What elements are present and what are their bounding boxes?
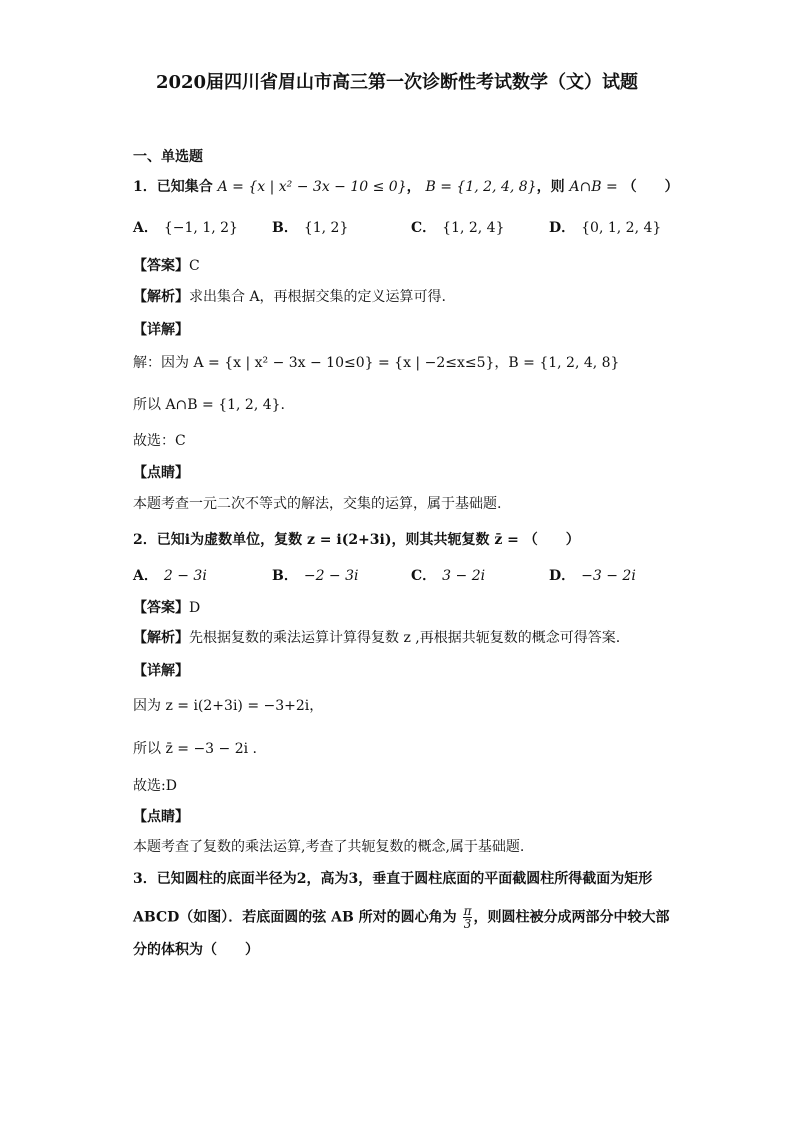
q2-choice: 故选:D <box>133 778 177 794</box>
question-1-stem: 1．已知集合 A = {x | x² − 3x − 10 ≤ 0}， B = {1, 2, 4, 8}，则 A∩B = （ ） <box>133 179 679 195</box>
q1-solution-line: 解：因为 A = {x | x² − 3x − 10≤0} = {x | −2≤x≤5}，B = {1, 2, 4, 8} <box>133 355 620 371</box>
q2-comment-heading: 【点睛】 <box>133 809 189 825</box>
q1-option-a: A． {−1, 1, 2} <box>133 220 238 236</box>
q2-detail-heading: 【详解】 <box>133 663 189 679</box>
q2-option-d: D． −3 − 2i <box>549 568 636 584</box>
page-title: 2020届四川省眉山市高三第一次诊断性考试数学（文）试题 <box>155 72 639 93</box>
q2-solution-line: 因为 z = i(2+3i) = −3+2i， <box>133 698 324 714</box>
set-a: A = {x | x² − 3x − 10 ≤ 0} <box>217 179 407 195</box>
q2-comment: 本题考查了复数的乘法运算,考查了共轭复数的概念,属于基础题. <box>133 839 525 855</box>
q1-comment: 本题考查一元二次不等式的解法，交集的运算，属于基础题. <box>133 496 502 512</box>
set-b: B = {1, 2, 4, 8} <box>425 179 537 195</box>
q2-solution-line: 所以 z̄ = −3 − 2i . <box>133 741 258 757</box>
q2-answer: 【答案】D <box>133 600 201 616</box>
q1-comment-heading: 【点睛】 <box>133 465 189 481</box>
q1-option-b: B． {1, 2} <box>272 220 349 236</box>
question-3-stem-line: ABCD（如图）．若底面圆的弦 AB 所对的圆心角为 $\frac{\pi}{3}$ ，则圆柱被分成两部分中较大部 <box>133 904 670 931</box>
q1-answer: 【答案】C <box>133 258 200 274</box>
q2-option-a: A． 2 − 3i <box>133 568 207 584</box>
q1-choice: 故选：C <box>133 433 186 449</box>
section-heading: 一、单选题 <box>133 149 203 165</box>
question-number: 3． <box>133 871 157 887</box>
question-number: 2． <box>133 532 157 548</box>
fraction-pi-over-3: $\frac{\pi}{3}$ <box>463 904 472 931</box>
question-number: 1． <box>133 179 157 195</box>
question-3-stem-line: 分的体积为（ ） <box>133 942 259 958</box>
q2-analysis: 【解析】先根据复数的乘法运算计算得复数 z ,再根据共轭复数的概念可得答案. <box>133 630 621 646</box>
question-2-stem: 2．已知i为虚数单位，复数 z = i(2+3i)，则其共轭复数 z̄ = （ ） <box>133 532 580 548</box>
q2-option-b: B． −2 − 3i <box>272 568 359 584</box>
q2-option-c: C． 3 − 2i <box>411 568 486 584</box>
q1-option-d: D． {0, 1, 2, 4} <box>549 220 662 236</box>
question-3-stem-line: 3．已知圆柱的底面半径为2，高为3，垂直于圆柱底面的平面截圆柱所得截面为矩形 <box>133 871 653 887</box>
q1-option-c: C． {1, 2, 4} <box>411 220 505 236</box>
intersection-expr: A∩B = <box>569 179 618 195</box>
q1-solution-line: 所以 A∩B = {1, 2, 4}. <box>133 397 285 413</box>
q1-detail-heading: 【详解】 <box>133 322 189 338</box>
q1-analysis: 【解析】求出集合 A，再根据交集的定义运算可得. <box>133 289 447 305</box>
